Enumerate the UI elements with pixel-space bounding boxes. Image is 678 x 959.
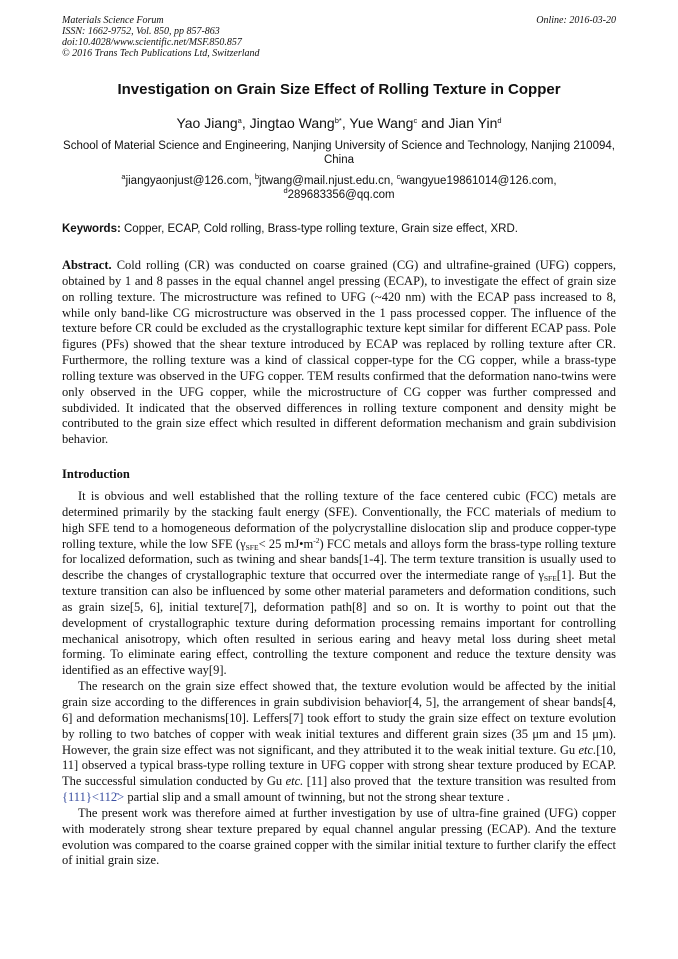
author-sup: b* [334,116,342,125]
author-name: Yue Wang [349,115,414,131]
author-name: Jingtao Wang [249,115,335,131]
intro-paragraph-3: The present work was therefore aimed at further investigation by use of ultra-fine grained (UFG) copper with moderately strong shear texture prepared by equal channel angular pressing (ECAP). And the texture evolution was compared to the coarse grained copper with the similar initial texture to further clarify the effect of initial grain size. [62,805,616,868]
email-address[interactable]: jiangyaonjust@126.com [125,175,249,187]
text-run: [10, 11] observed a typical brass-type rolling texture in UFG copper with strong shear texture produced by ECAP. The successful simulation conducted by Gu [62,742,616,789]
text-run: [11] also proved that the texture transition was resulted from [303,774,620,789]
author-sup: a [237,116,242,125]
journal-copyright: © 2016 Trans Tech Publications Ltd, Switzerland [62,48,260,59]
email-sup: d [283,186,288,195]
subscript: SFE [245,542,259,552]
introduction-heading: Introduction [62,467,130,481]
subscript: SFE [543,574,557,584]
author-sep: and [417,115,449,131]
introduction [62,489,620,869]
author-list [40,114,638,132]
online-date: Online: 2016-03-20 [536,15,616,26]
intro-paragraph-1 [62,489,616,679]
keywords-label: Keywords: [62,223,121,235]
email-address[interactable]: wangyue19861014@126.com [400,175,554,187]
intro-paragraph-2 [62,679,620,806]
text-run: partial slip and a small amount of twinning, but not the strong shear texture . [124,790,510,805]
slip-system: {111}<112̄> [62,790,125,805]
text-run: The research on the grain size effect showed that, the texture evolution would be affected by the initial grain size according to the differences in grain subdivision behavior[4, 5], the arrangement of shear bands[4, 6] and deformation mechanisms[10]. Leffers[7] took effort to study the grain size effect on texture evolution by rolling to two batches of copper with weak initial textures and different grain sizes (35 μm and 15 μm). However, the grain size effect was not significant, and they attributed it to the weak initial texture. Gu [62,679,616,757]
abstract-paragraph [62,258,616,448]
author-sep: , [341,115,350,131]
email-address[interactable]: jtwang@mail.njust.edu.cn [259,175,391,187]
author-name: Jian Yin [448,115,498,131]
text-run: < 25 mJ•m [258,536,314,551]
journal-doi: doi:10.4028/www.scientific.net/MSF.850.857 [62,37,242,48]
email-sup: c [396,172,401,181]
abstract-text: Cold rolling (CR) was conducted on coarse grained (CG) and ultrafine-grained (UFG) coppers, obtained by 1 and 8 passes in the equal channel angel pressing (ECAP), to investigate the effect of grain size on rolling texture. The microstructure was refined to UFG (~420 nm) with the ECAP pass increased to 8, while only band-like CG microstructure was observed in the 1 pass processed copper. The influence of the texture before CR could be excluded as the crystallographic texture kept similar for different ECAP pass. Pole figures (PFs) showed that the shear texture introduced by ECAP was replaced by rolling texture after CR. Furthermore, the rolling texture was a kind of classical copper-type for the CG copper, while a brass-type rolling texture was observed in the UFG copper. TEM results confirmed that the deformation nano-twins were only observed in the UFG copper, while the microstructure of CG copper was further compressed and subdivided. It indicated that the observed differences in rolling texture component and density might be contributed to the grain size effect which resulted in different deformation mechanism and grain subdivision behavior. [62,258,617,447]
affiliation: School of Material Science and Engineering, Nanjing University of Science and Technology, Nanjing 210094, China [63,140,615,166]
journal-header [62,15,616,59]
superscript: -2 [313,535,320,545]
author-sup: c [413,116,418,125]
keywords-text: Copper, ECAP, Cold rolling, Brass-type rolling texture, Grain size effect, XRD. [124,223,518,235]
et-al: etc. [578,742,597,757]
paper-title: Investigation on Grain Size Effect of Rolling Texture in Copper [117,81,561,98]
abstract-label: Abstract. [62,258,112,272]
et-al: etc. [285,774,304,789]
author-name: Yao Jiang [176,115,238,131]
email-address[interactable]: 289683356@qq.com [287,189,395,201]
author-sep: , [241,115,250,131]
author-sup: d [497,116,502,125]
journal-issn: ISSN: 1662-9752, Vol. 850, pp 857-863 [62,26,220,37]
author-emails: $^a$jiangyaonjust@126.com, $^b$jtwang@mail.njust.edu.cn, $^c$wangyue19861014@126.com, $^d$289683356@qq.com [121,172,557,201]
email-sup: a [121,172,126,181]
text-run: ) FCC metals and alloys form the brass-type rolling texture for localized deformation, such as twining and shear bands[1-4]. The term texture transition is usually used to describe the changes of crystallographic texture that occurred over the intermediate range of γ [62,536,616,583]
email-sup: b [254,172,260,181]
journal-name: Materials Science Forum [62,15,164,26]
text-run: [1]. But the texture transition can also be influenced by some other material parameters and deformation conditions, such as grain size[5, 6], initial texture[7], deformation path[8] and so on. It is worthy to point out that the development of crystallographic texture during deformation processing remains important for controlling mechanical anisotropy, which often resulted in serious earing and heavy metal loss during sheet metal forming. To eliminate earing effect, controlling the texture component and reduce the texture density was identified as an effective way[9]. [62,568,616,678]
abstract [62,258,616,448]
text-run: It is obvious and well established that the rolling texture of the face centered cubic (FCC) metals are determined primarily by the stacking fault energy (SFE). Conventionally, the FCC materials of medium to high SFE tend to a homogeneous deformation of the polycrystalline dislocation slip and produce copper-type rolling texture, while the low SFE (γ [62,489,616,551]
keywords [62,222,616,236]
